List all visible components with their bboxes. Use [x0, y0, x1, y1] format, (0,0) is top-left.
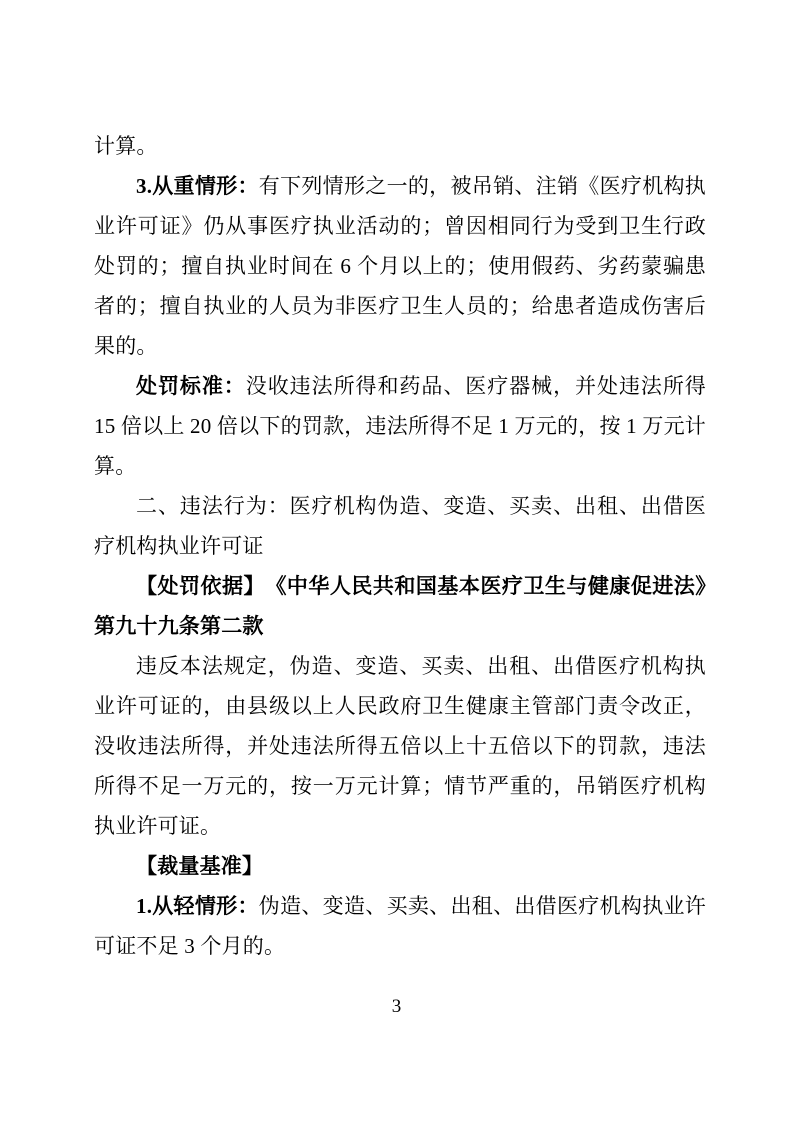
page-number: 3 — [391, 996, 402, 1017]
paragraph: 处罚标准：没收违法所得和药品、医疗器械，并处违法所得 15 倍以上 20 倍以下的罚款，违法所得不足 1 万元的，按 1 万元计算。 — [94, 374, 707, 478]
page-footer — [0, 994, 793, 1020]
paragraph — [94, 846, 706, 886]
paragraph-lead: 3.从重情形： — [136, 174, 259, 198]
paragraph: 二、违法行为：医疗机构伪造、变造、买卖、出租、出借医疗机构执业许可证 — [94, 494, 706, 558]
document-body — [94, 126, 706, 966]
paragraph: 【处罚依据】 《中华人民共和国基本医疗卫生与健康促进法》第九十九条第二款 — [94, 574, 706, 638]
paragraph-lead: 【裁量基准】 — [136, 854, 264, 878]
paragraph-lead: 1.从轻情形： — [136, 894, 259, 918]
paragraph: 1.从轻情形：伪造、变造、买卖、出租、出借医疗机构执业许可证不足 3 个月的。 — [94, 894, 706, 958]
paragraph: 3.从重情形：有下列情形之一的，被吊销、注销《医疗机构执业许可证》仍从事医疗执业活动的；曾因相同行为受到卫生行政处罚的；擅自执业时间在 6 个月以上的；使用假药、劣药蒙骗患者的；擅自执业的人员为非医疗卫生人员的；给患者造成伤害后果的。 — [94, 174, 706, 358]
paragraph: 违反本法规定，伪造、变造、买卖、出租、出借医疗机构执业许可证的，由县级以上人民政府卫生健康主管部门责令改正，没收违法所得，并处违法所得五倍以上十五倍以下的罚款，违法所得不足一万元的，按一万元计算；情节严重的，吊销医疗机构执业许可证。 — [94, 654, 706, 838]
paragraph: 计算。 — [94, 134, 158, 158]
paragraph-lead: 【处罚依据】 — [136, 574, 255, 598]
paragraph-lead: 处罚标准： — [136, 374, 246, 398]
